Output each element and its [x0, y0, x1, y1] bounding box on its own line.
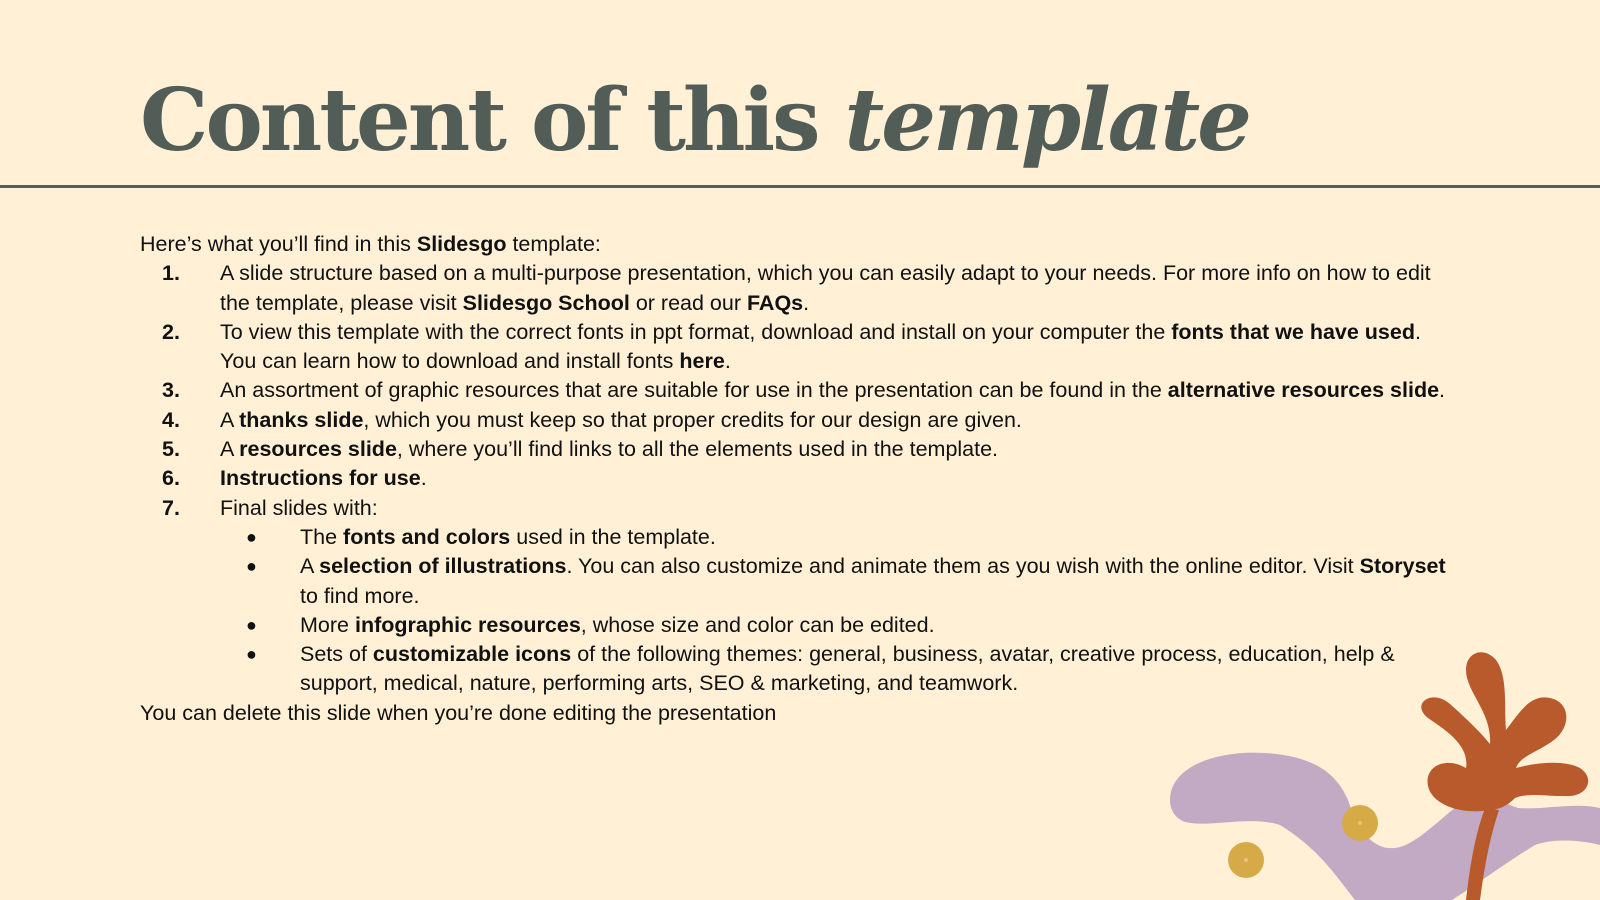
- decoration: [1170, 650, 1600, 900]
- item-text: The: [300, 524, 344, 549]
- item-bold: alternative resources slide: [1167, 378, 1440, 403]
- bullet-item: [220, 552, 1460, 611]
- bullet-item: [220, 523, 1460, 552]
- list-number: 1.: [162, 261, 180, 286]
- intro-before: Here’s what you’ll find in this: [140, 232, 417, 256]
- title-italic: template: [844, 70, 1249, 171]
- numbered-list: [140, 259, 1460, 698]
- item-text: A: [220, 437, 240, 462]
- item-bold: Instructions for use: [220, 466, 421, 491]
- item-bold: resources slide: [239, 437, 397, 462]
- link-faqs[interactable]: FAQs: [746, 290, 804, 315]
- intro-after: template:: [506, 232, 601, 256]
- list-number: 7.: [162, 495, 180, 520]
- item-text: of the following themes: general, business, avatar, creative process, education, help & support, medical, nature, performing arts, SEO & marketing, and teamwork.: [300, 642, 1395, 696]
- list-item: [140, 435, 1460, 464]
- bullet-icon: ●: [246, 614, 257, 635]
- link-slidesgo-school[interactable]: Slidesgo School: [462, 290, 630, 315]
- item-bold: fonts and colors: [343, 524, 511, 549]
- item-text: To view this template with the correct fonts in ppt format, download and install on your computer the: [220, 319, 1172, 344]
- item-text: . You can also customize and animate them as you wish with the online editor. Visit: [566, 554, 1360, 579]
- title-plain: Content of this: [140, 70, 845, 171]
- item-text: More: [300, 612, 355, 637]
- item-bold: infographic resources: [354, 612, 581, 637]
- item-text: used in the template.: [510, 524, 716, 549]
- bullet-item: [220, 611, 1460, 640]
- item-text: Sets of: [300, 642, 373, 667]
- item-text: A slide structure based on a multi-purpose presentation, which you can easily adapt to your needs. For more info on how to edit the template, please visit: [220, 261, 1431, 315]
- item-text: An assortment of graphic resources that are suitable for use in the presentation can be found in the: [220, 378, 1168, 403]
- bullet-icon: ●: [246, 556, 257, 577]
- item-text: .: [724, 349, 731, 374]
- intro-text: [140, 230, 1460, 259]
- list-number: 6.: [162, 466, 180, 491]
- item-text: .: [1439, 378, 1446, 403]
- item-bold: customizable icons: [372, 642, 572, 667]
- item-text: Final slides with:: [220, 495, 378, 520]
- list-number: 2.: [162, 319, 180, 344]
- item-bold: selection of illustrations: [319, 554, 567, 579]
- item-text: .: [803, 290, 810, 315]
- list-item: [140, 464, 1460, 493]
- item-text: to find more.: [300, 583, 420, 608]
- list-number: 5.: [162, 437, 180, 462]
- list-item: [140, 318, 1460, 377]
- slide-title: [140, 70, 1249, 171]
- item-bold: thanks slide: [239, 407, 364, 432]
- intro-brand: Slidesgo: [416, 232, 507, 256]
- item-text: , whose size and color can be edited.: [580, 612, 935, 637]
- link-storyset[interactable]: Storyset: [1359, 554, 1446, 579]
- item-text: . You can learn how to download and install fonts: [220, 319, 1421, 374]
- list-item: [140, 259, 1460, 318]
- bullet-icon: ●: [246, 644, 257, 665]
- title-divider: [0, 185, 1600, 188]
- link-here[interactable]: here: [679, 349, 725, 374]
- item-text: or read our: [629, 290, 747, 315]
- item-text: , which you must keep so that proper credits for our design are given.: [363, 407, 1022, 432]
- list-item: [140, 376, 1460, 405]
- item-text: , where you’ll find links to all the elements used in the template.: [396, 437, 999, 462]
- list-number: 3.: [162, 378, 180, 403]
- item-text: .: [420, 466, 427, 491]
- list-number: 4.: [162, 407, 180, 432]
- item-text: A: [220, 407, 240, 432]
- bullet-icon: ●: [246, 526, 257, 547]
- link-fonts-used[interactable]: fonts that we have used: [1171, 319, 1415, 344]
- list-item: [140, 406, 1460, 435]
- item-text: A: [300, 554, 320, 579]
- outro-text: You can delete this slide when you’re done editing the presentation: [140, 700, 777, 725]
